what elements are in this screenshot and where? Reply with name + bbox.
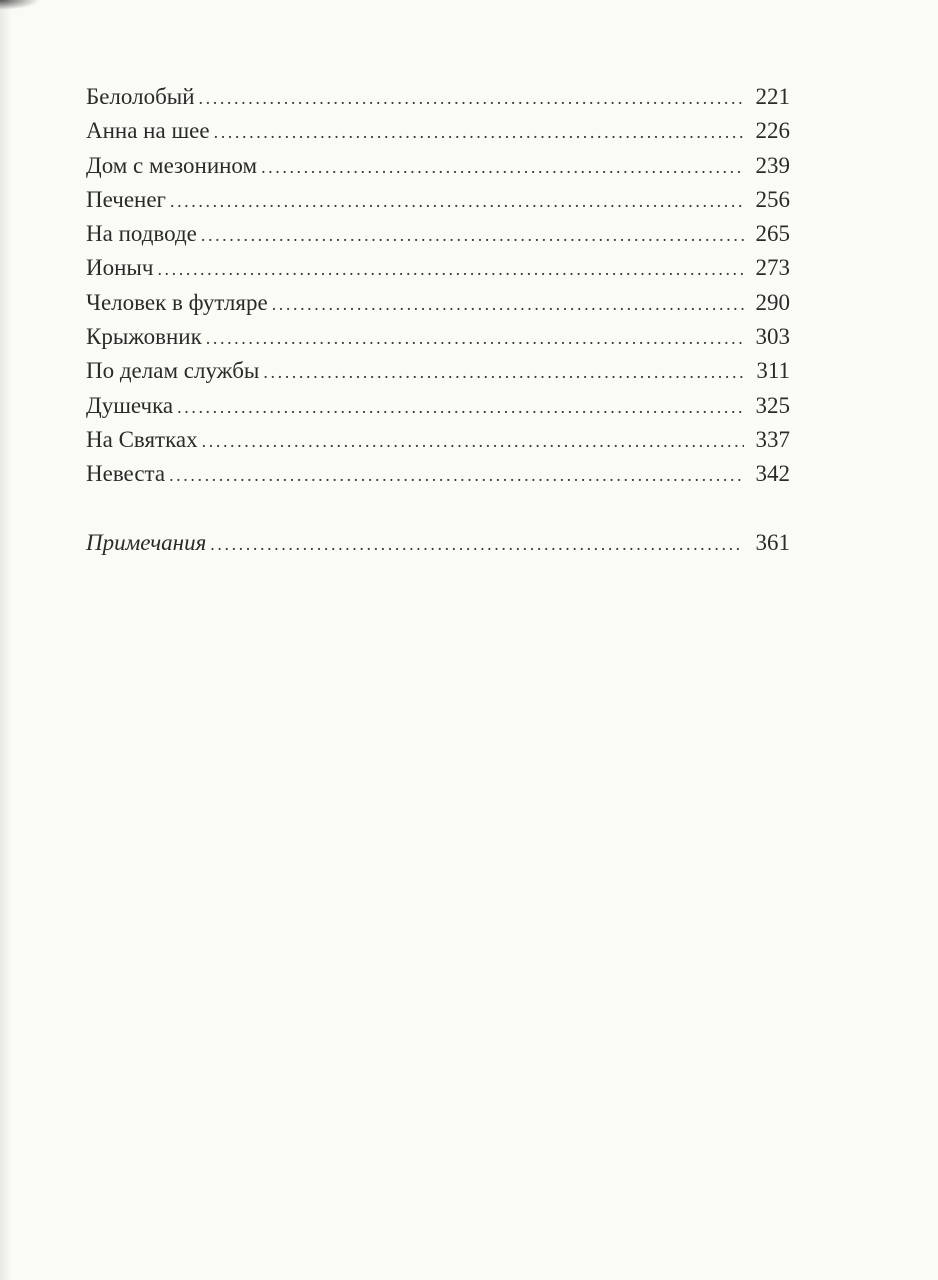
page-corner-shadow [0,0,40,10]
toc-entry-page: 256 [755,186,790,212]
toc-leader-dots [157,252,744,286]
toc-entry-title: Крыжовник [86,324,202,350]
toc-entry-title: Печенег [86,186,166,212]
table-of-contents [86,80,790,560]
toc-entry-page: 221 [755,84,790,109]
toc-entry-page: 325 [755,392,790,418]
toc-spacer [86,492,790,526]
toc-leader-dots [170,184,744,218]
toc-leader-dots [272,287,744,321]
toc-entry-page: 303 [755,324,790,350]
toc-leader-dots [261,150,744,184]
toc-entry-title: На Святках [86,426,198,452]
toc-leader-dots [263,355,744,389]
toc-entry-title: Человек в футляре [86,289,268,315]
toc-entry[interactable] [86,389,790,423]
toc-entry[interactable] [86,286,790,320]
page-edge-shadow [0,0,12,1280]
toc-leader-dots [202,424,744,458]
toc-entry-page: 273 [755,255,790,281]
toc-entry[interactable] [86,80,790,114]
toc-entry[interactable] [86,217,790,251]
toc-entry-title: По делам службы [86,358,260,384]
toc-entry[interactable] [86,183,790,217]
toc-entry-title: Душечка [86,392,174,418]
toc-entry-title: На подводе [86,221,197,247]
toc-entry[interactable] [86,457,790,491]
toc-entry-title: Анна на шее [86,118,210,144]
toc-entry[interactable] [86,423,790,457]
toc-entry-page: 337 [755,426,790,452]
toc-entry-page: 361 [755,529,790,555]
toc-leader-dots [199,81,744,115]
toc-entry[interactable] [86,114,790,148]
toc-entry[interactable] [86,251,790,285]
toc-entry-title: Белолобый [86,84,195,109]
toc-entry[interactable] [86,149,790,183]
toc-entry-page: 290 [755,289,790,315]
toc-entry-page: 311 [756,358,790,384]
toc-leader-dots [210,527,744,561]
toc-leader-dots [206,321,744,355]
toc-entry[interactable] [86,354,790,388]
toc-entry-title: Ионыч [86,255,154,281]
toc-leader-dots [201,218,744,252]
toc-entry-page: 265 [755,221,790,247]
toc-leader-dots [177,390,744,424]
toc-entry-page: 342 [755,461,790,487]
toc-leader-dots [214,115,744,149]
toc-entry-title: Невеста [86,461,166,487]
toc-entry-page: 239 [755,152,790,178]
toc-entry-notes[interactable] [86,526,790,560]
toc-entry[interactable] [86,320,790,354]
toc-entry-page: 226 [755,118,790,144]
toc-entry-title: Дом с мезонином [86,152,258,178]
toc-entry-title: Примечания [86,529,207,555]
toc-leader-dots [169,458,744,492]
